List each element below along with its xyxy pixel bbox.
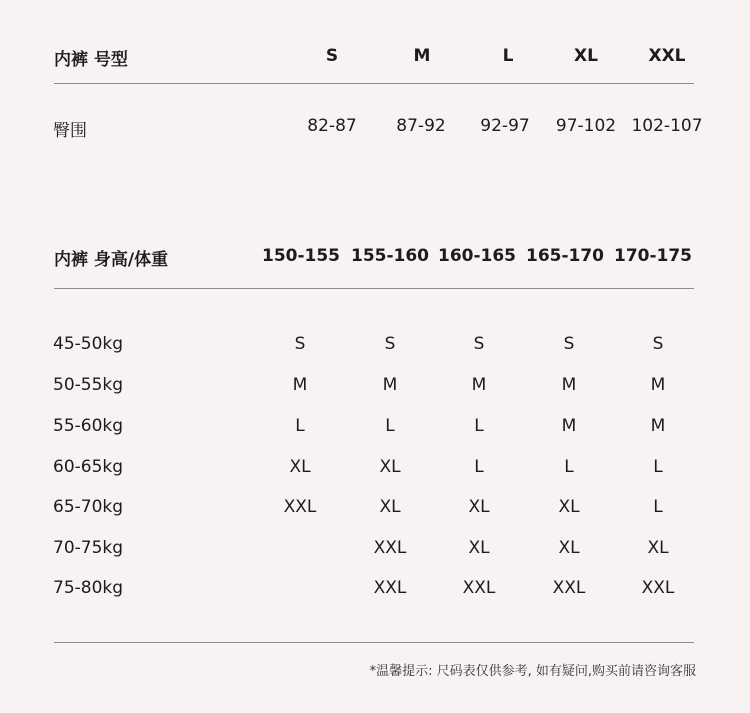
size-cell: S	[294, 334, 306, 354]
table1-header-rule	[54, 83, 694, 84]
size-cell: S	[473, 334, 485, 354]
size-cell: S	[563, 334, 575, 354]
table1-title: 内裤 号型	[54, 50, 128, 70]
table2-header-0: 150-155	[261, 246, 341, 266]
weight-label: 55-60kg	[53, 416, 124, 436]
table1-header-xl: XL	[574, 46, 598, 66]
size-cell: XXL	[641, 578, 675, 598]
table1-header-m: M	[413, 46, 431, 66]
hip-value-m: 87-92	[396, 116, 446, 136]
table2-header-4: 170-175	[613, 246, 693, 266]
size-cell: M	[650, 375, 666, 395]
size-cell: M	[292, 375, 308, 395]
hip-value-xxl: 102-107	[631, 116, 703, 136]
size-cell: XL	[468, 497, 490, 517]
size-cell: M	[650, 416, 666, 436]
table2-title: 内裤 身高/体重	[54, 250, 169, 270]
size-cell: XXL	[373, 578, 407, 598]
size-cell: XL	[647, 538, 669, 558]
table1-header-l: L	[502, 46, 514, 66]
size-cell: S	[652, 334, 664, 354]
weight-label: 65-70kg	[53, 497, 124, 517]
size-cell: XL	[558, 497, 580, 517]
size-cell: L	[385, 416, 395, 436]
size-cell: L	[653, 457, 663, 477]
size-cell: XL	[379, 497, 401, 517]
weight-label: 60-65kg	[53, 457, 124, 477]
size-cell: XXL	[373, 538, 407, 558]
hip-value-s: 82-87	[307, 116, 357, 136]
hip-value-xl: 97-102	[555, 116, 617, 136]
hip-label: 臀围	[53, 121, 87, 141]
size-cell: M	[561, 375, 577, 395]
weight-label: 70-75kg	[53, 538, 124, 558]
size-cell: XXL	[462, 578, 496, 598]
hip-value-l: 92-97	[480, 116, 530, 136]
table1-header-xxl: XXL	[648, 46, 686, 66]
table2-header-2: 160-165	[437, 246, 517, 266]
size-cell: S	[384, 334, 396, 354]
size-cell: L	[653, 497, 663, 517]
weight-label: 45-50kg	[53, 334, 124, 354]
size-cell: L	[295, 416, 305, 436]
size-cell: L	[474, 416, 484, 436]
size-cell: XXL	[552, 578, 586, 598]
size-cell: M	[561, 416, 577, 436]
size-cell: M	[382, 375, 398, 395]
size-cell: XL	[468, 538, 490, 558]
size-note: *温馨提示: 尺码表仅供参考, 如有疑问,购买前请咨询客服	[369, 664, 696, 679]
weight-label: 75-80kg	[53, 578, 124, 598]
table2-bottom-rule	[54, 642, 694, 643]
weight-label: 50-55kg	[53, 375, 124, 395]
size-cell: XL	[289, 457, 311, 477]
table2-header-3: 165-170	[525, 246, 605, 266]
table2-header-1: 155-160	[350, 246, 430, 266]
table2-header-rule	[54, 288, 694, 289]
size-cell: L	[564, 457, 574, 477]
table1-header-s: S	[325, 46, 339, 66]
size-cell: M	[471, 375, 487, 395]
size-cell: XL	[379, 457, 401, 477]
size-cell: L	[474, 457, 484, 477]
size-cell: XL	[558, 538, 580, 558]
size-cell: XXL	[283, 497, 317, 517]
